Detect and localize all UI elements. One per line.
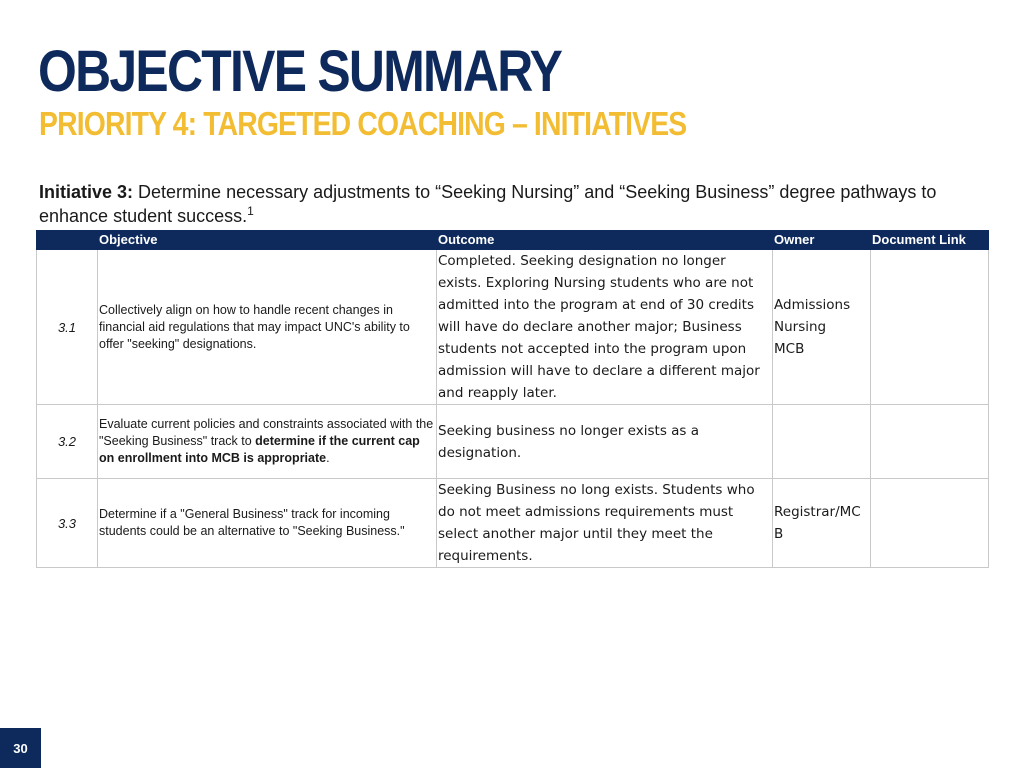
row-owner [773, 405, 871, 479]
row-outcome: Completed. Seeking designation no longer exists. Exploring Nursing students who are not admitted into the program at end of 30 credits will have do declare another major; Business students not accepted into the program upon admission will have to declare a different major and reapply later. [437, 250, 773, 405]
header-objective: Objective [98, 231, 437, 250]
row-outcome: Seeking business no longer exists as a designation. [437, 405, 773, 479]
row-owner [773, 479, 871, 568]
owner-line: Nursing [774, 319, 827, 335]
row-objective: Collectively align on how to handle recent changes in financial aid regulations that may impact UNC's ability to offer "seeking" designations. [98, 250, 437, 405]
owner-line: Registrar/MC [774, 504, 861, 520]
row-outcome: Seeking Business no long exists. Students who do not meet admissions requirements must select another major until they meet the requirements. [437, 479, 773, 568]
row-document-link [871, 479, 989, 568]
objective-text: Evaluate current policies and constraints associated with the "Seeking Business" track to [99, 417, 434, 448]
owner-line: Admissions [774, 297, 851, 313]
page-title: OBJECTIVE SUMMARY [38, 39, 562, 104]
initiative-label: Initiative 3: [39, 182, 134, 202]
page-number: 30 [0, 728, 41, 768]
owner-line: B [774, 526, 784, 542]
initiative-text: Determine necessary adjustments to “Seeking Nursing” and “Seeking Business” degree pathways to enhance student success. [39, 182, 937, 226]
row-objective: Determine if a "General Business" track for incoming students could be an alternative to "Seeking Business." [98, 479, 437, 568]
row-number: 3.3 [37, 479, 98, 568]
row-document-link [871, 405, 989, 479]
table-header-row [37, 231, 989, 250]
header-outcome: Outcome [437, 231, 773, 250]
table-row [37, 405, 989, 479]
header-document-link: Document Link [871, 231, 989, 250]
page-subtitle: PRIORITY 4: TARGETED COACHING – INITIATIVES [39, 105, 687, 142]
objective-table [36, 230, 989, 568]
row-number: 3.2 [37, 405, 98, 479]
header-owner: Owner [773, 231, 871, 250]
initiative-description [39, 180, 999, 228]
objective-text-end: . [326, 451, 330, 465]
row-owner [773, 250, 871, 405]
objective-emphasis: determine if the current cap on enrollment into MCB is appropriate [99, 434, 420, 465]
row-number: 3.1 [37, 250, 98, 405]
header-number [37, 231, 98, 250]
initiative-footnote: 1 [247, 204, 254, 218]
owner-line: MCB [774, 341, 805, 357]
table-row [37, 250, 989, 405]
row-objective [98, 405, 437, 479]
table-row [37, 479, 989, 568]
row-document-link [871, 250, 989, 405]
